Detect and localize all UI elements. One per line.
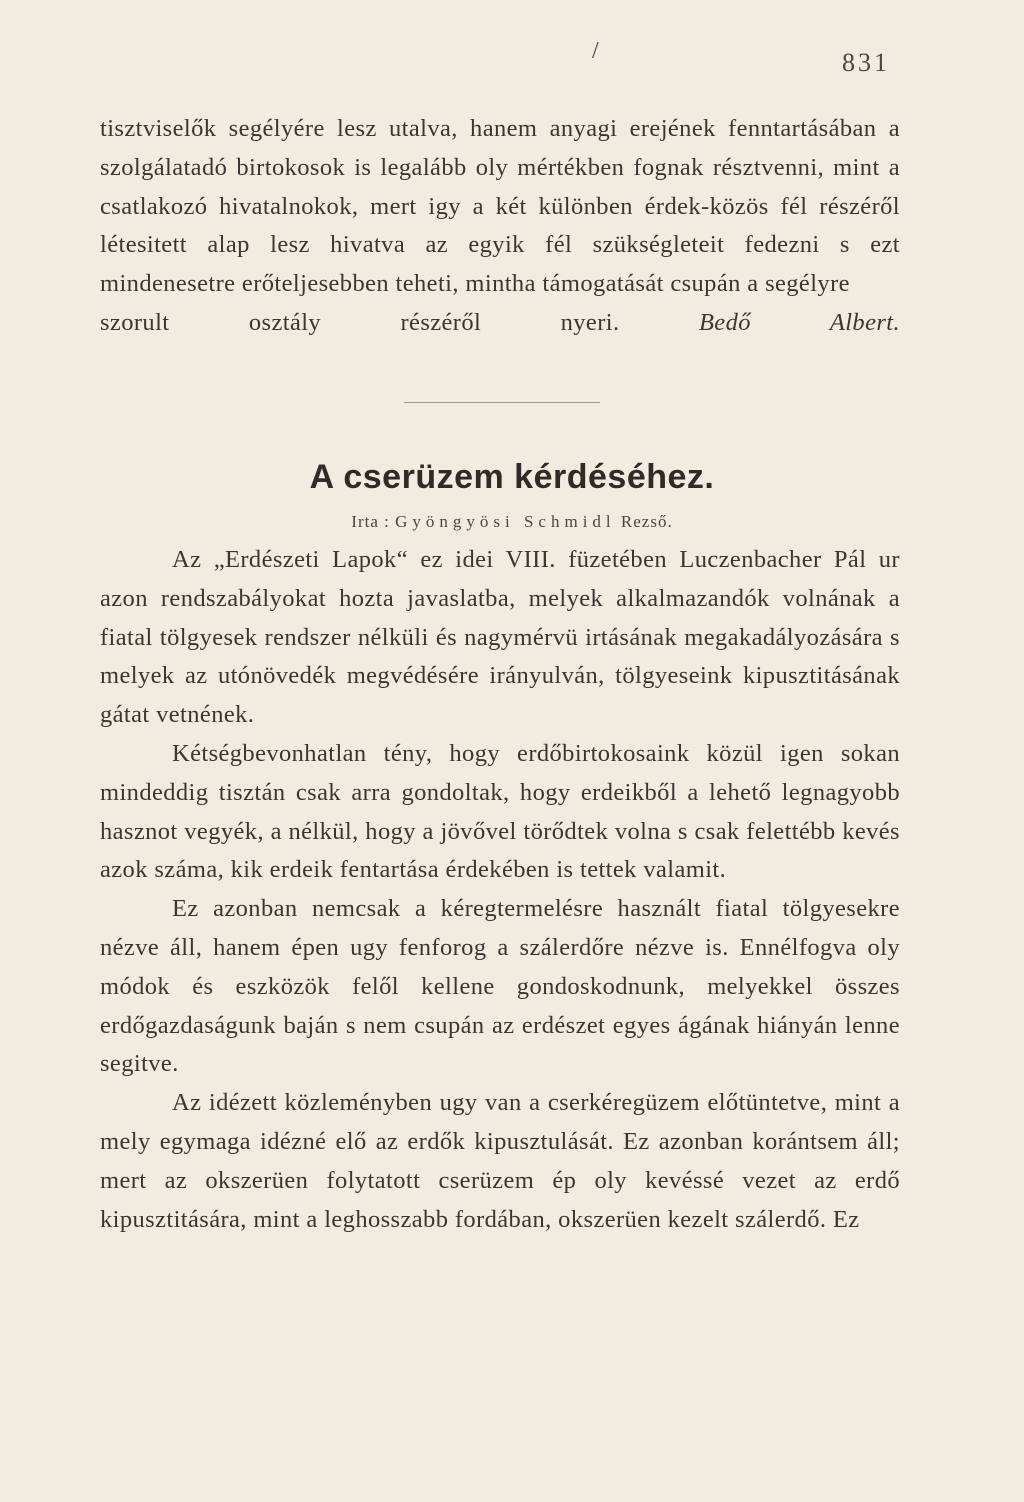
- article-title: A cserüzem kérdéséhez.: [309, 458, 715, 496]
- byline-prefix: Irta :: [351, 512, 390, 531]
- body-paragraph: Az idézett közleményben ugy van a cserkéregüzem előtüntetve, mint a mely egymaga idézné elő az erdők kipusztulását. Ez azonban korántsem áll; mert az okszerüen folytatott cserüzem ép oly kevéssé vezet az erdő kipusztitására, mint a leghosszabb fordában, okszerüen kezelt szálerdő. Ez: [100, 1089, 900, 1233]
- author-name: Gyöngyösi Schmidl: [395, 512, 616, 531]
- intro-paragraph: tisztviselők segélyére lesz utalva, hanem anyagi erejének fenntartásában a szolgálatadó birtokosok is legalább oly mértékben fognak résztvenni, mint a csatlakozó hivatalnokok, mert igy a két különben érdek-közös fél részéről létesitett alap lesz hivatva az egyik fél szükségleteit fedezni s ezt mindenesetre erőteljesebben teheti, mintha támogatását csupán a segélyre: [100, 115, 900, 298]
- intro-closing-line: [100, 304, 900, 343]
- article-byline: [0, 512, 1024, 532]
- body-paragraph: Kétségbevonhatlan tény, hogy erdőbirtokosaink közül igen sokan mindeddig tisztán csak arra gondoltak, hogy erdeikből a lehető legnagyobb hasznot vegyék, a nélkül, hogy a jövővel törődtek volna s csak felettébb kevés azok száma, kik erdeik fentartása érdekében is tettek valamit.: [100, 739, 900, 884]
- intro-last-line: szorult osztály részéről nyeri.: [100, 308, 620, 336]
- author-last-name: Rezső.: [620, 512, 673, 531]
- body-paragraph: Az „Erdészeti Lapok“ ez idei VIII. füzetében Luczenbacher Pál ur azon rendszabályokat hozta javaslatba, melyek alkalmazandók volnának a fiatal tölgyesek rendszer nélküli és nagymérvü irtásának megakadályozására s melyek az utónövedék megvédésére irányulván, tölgyeseink kipusztitásának gátat vetnének.: [100, 546, 900, 729]
- section-divider: [404, 402, 600, 403]
- intro-section: [100, 110, 900, 343]
- signature: Bedő Albert.: [698, 308, 901, 336]
- page-mark: /: [592, 38, 599, 64]
- article-body: [100, 541, 900, 1239]
- body-paragraph: Ez azonban nemcsak a kéregtermelésre használt fiatal tölgyesekre nézve áll, hanem épen ugy fenforog a szálerdőre nézve is. Ennélfogva oly módok és eszközök felől kellene gondoskodnunk, melyekkel összes erdőgazdaságunk baján s nem csupán az erdészet egyes ágának hiányán lenne segitve.: [100, 895, 900, 1078]
- page-number: 831: [842, 48, 890, 77]
